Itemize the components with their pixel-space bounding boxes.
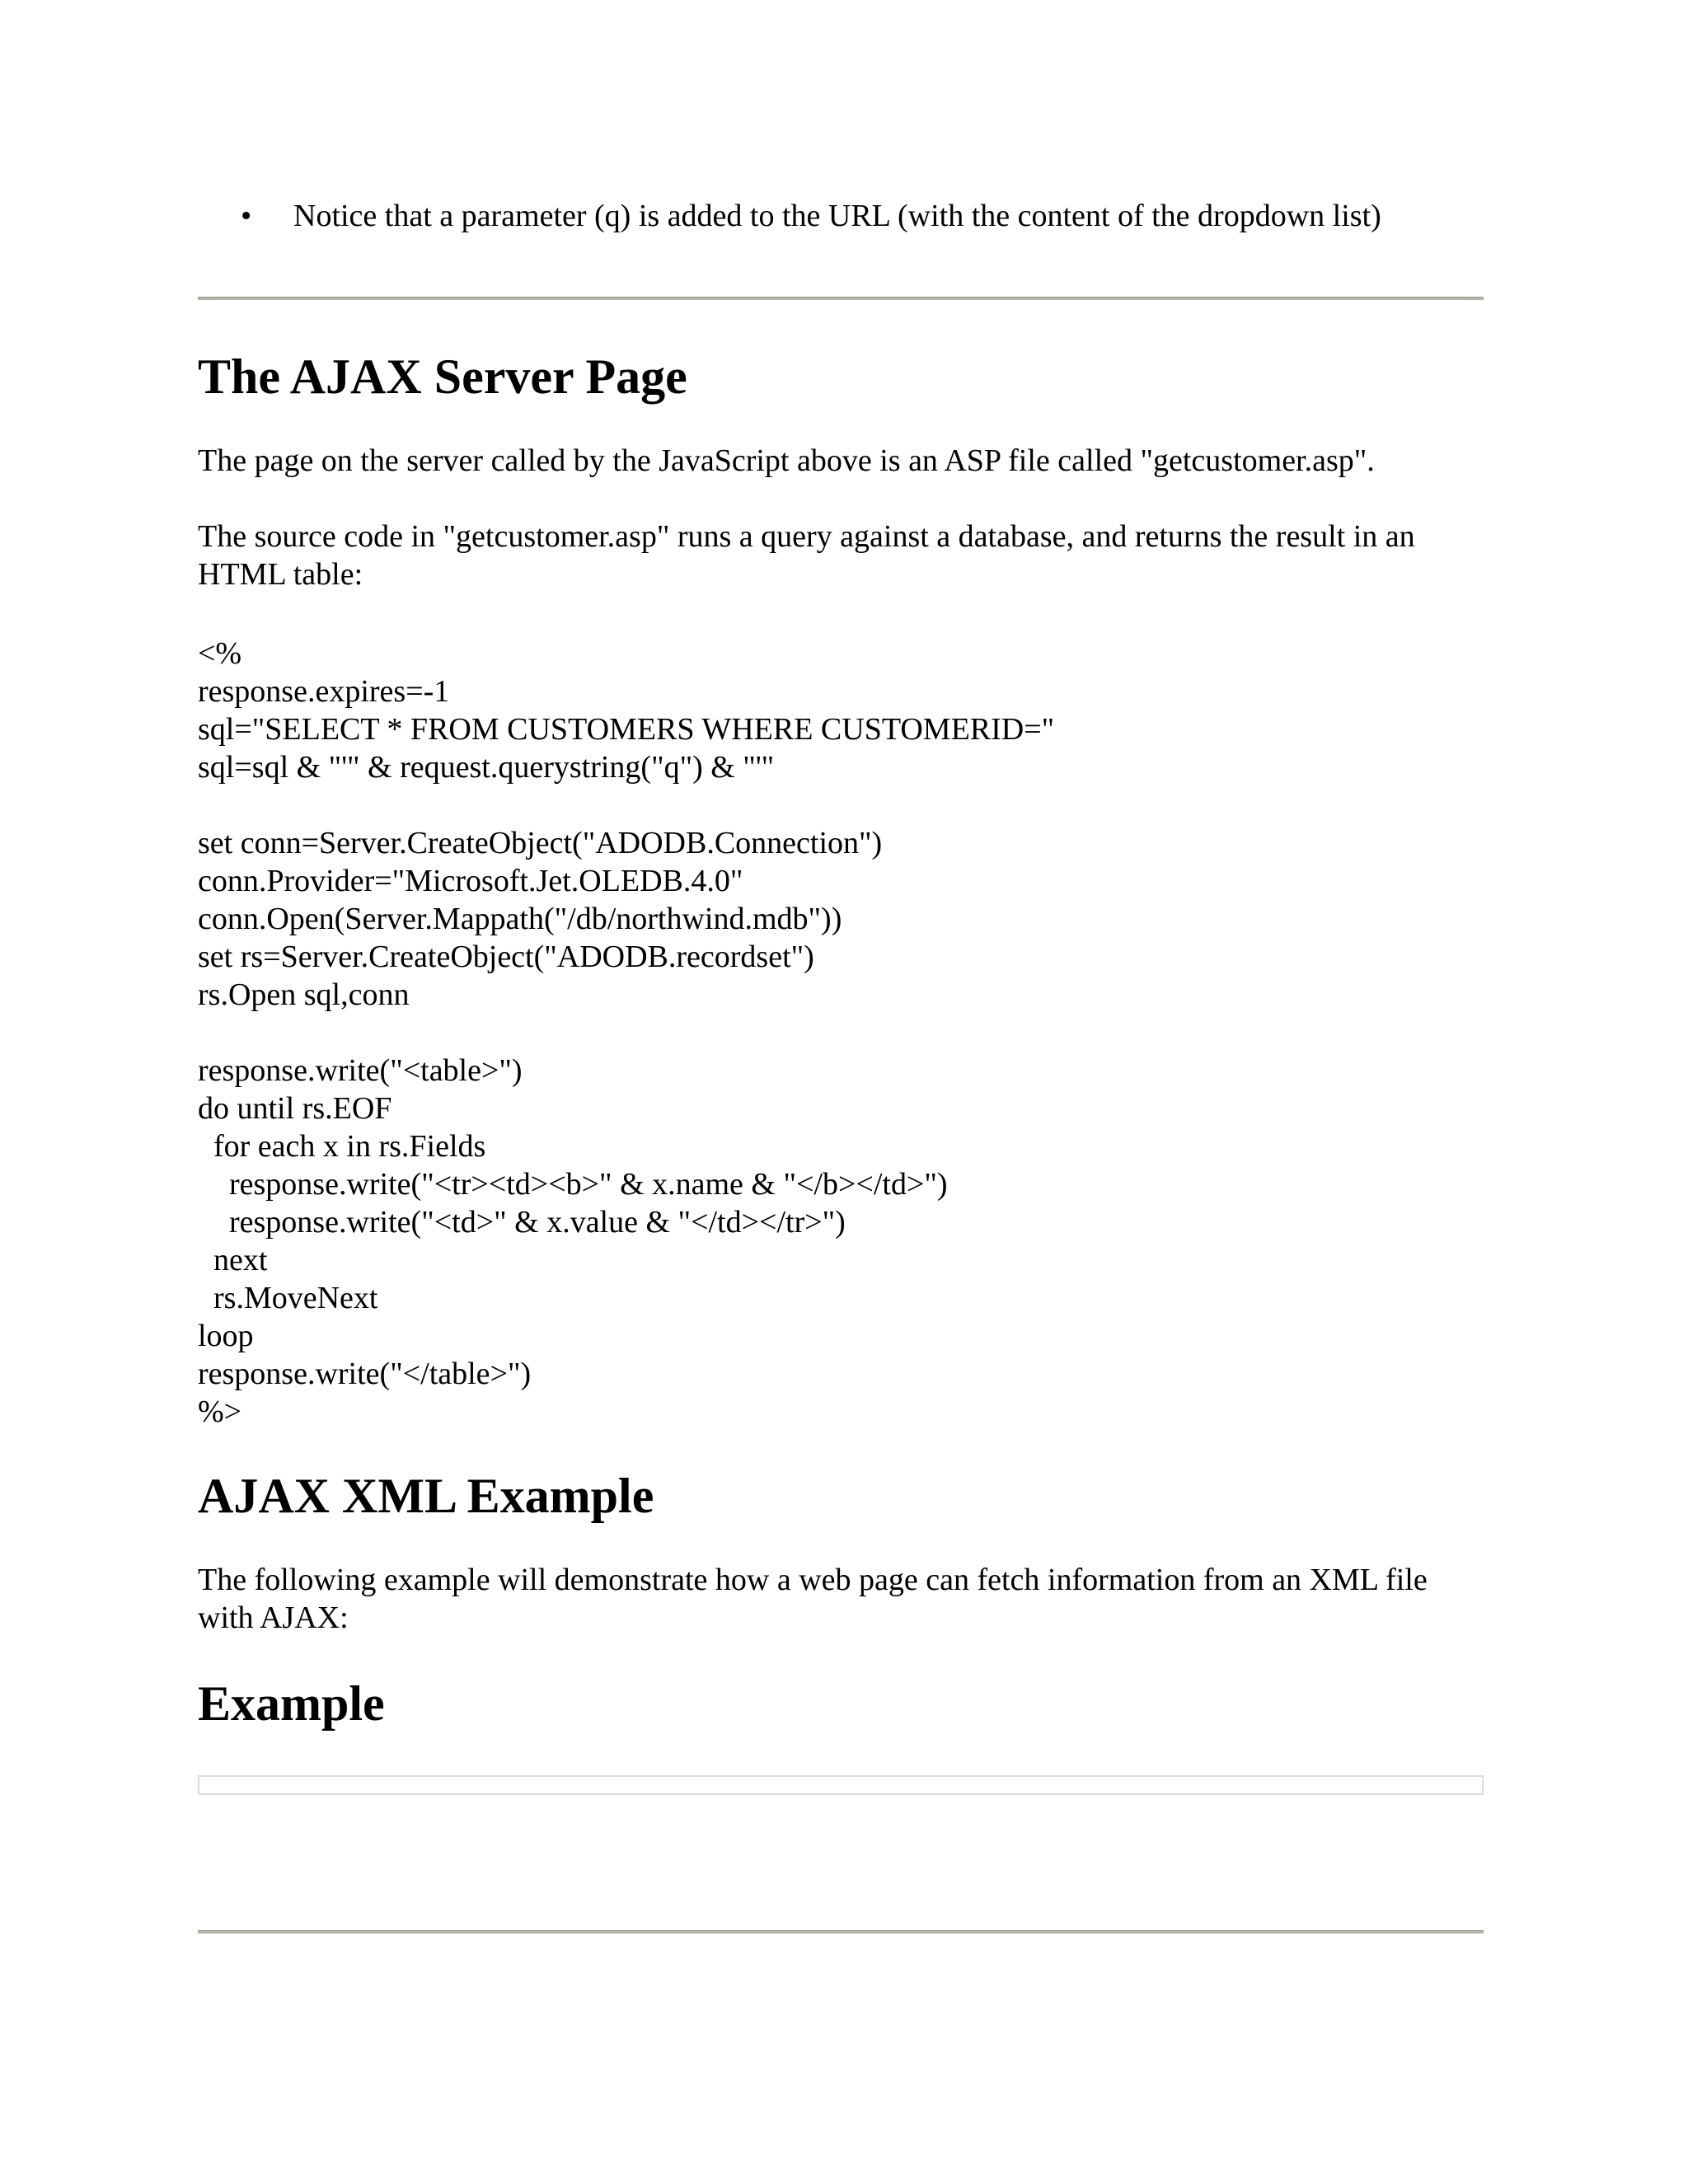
code-line: %>	[198, 1394, 242, 1429]
code-line	[198, 786, 1484, 824]
code-line: response.write("<table>")	[198, 1053, 523, 1088]
code-line: set rs=Server.CreateObject("ADODB.recordset")	[198, 940, 814, 974]
code-line: for each x in rs.Fields	[198, 1129, 486, 1164]
example-frame	[198, 1775, 1484, 1795]
code-line: <%	[198, 636, 242, 671]
code-line: conn.Open(Server.Mappath("/db/northwind.mdb"))	[198, 902, 842, 936]
code-block	[198, 635, 1484, 1431]
code-line: sql="SELECT * FROM CUSTOMERS WHERE CUSTOMERID="	[198, 712, 1055, 747]
code-line: response.write("<td>" & x.value & "</td></tr>")	[198, 1205, 846, 1240]
code-line	[198, 1014, 1484, 1052]
section-heading-example: Example	[198, 1676, 385, 1731]
code-line: response.write("<tr><td><b>" & x.name & "</b></td>")	[198, 1167, 948, 1202]
section-heading-xml-example: AJAX XML Example	[198, 1469, 654, 1523]
code-line: conn.Provider="Microsoft.Jet.OLEDB.4.0"	[198, 864, 743, 898]
section-heading-server-page: The AJAX Server Page	[198, 349, 687, 404]
bullet-text: Notice that a parameter (q) is added to the URL (with the content of the dropdown list)	[293, 199, 1381, 233]
code-line: response.expires=-1	[198, 674, 450, 709]
code-line: set conn=Server.CreateObject("ADODB.Connection")	[198, 826, 883, 860]
xml-example-paragraph: The following example will demonstrate how a web page can fetch information from an XML file with AJAX:	[198, 1563, 1428, 1635]
code-line: rs.MoveNext	[198, 1281, 378, 1315]
code-line: response.write("</table>")	[198, 1357, 532, 1391]
code-line: rs.Open sql,conn	[198, 977, 410, 1012]
horizontal-rule	[198, 297, 1484, 300]
code-line: loop	[198, 1319, 254, 1353]
server-page-paragraph-1: The page on the server called by the JavaScript above is an ASP file called "getcustomer.asp".	[198, 443, 1375, 478]
server-page-paragraph-2: The source code in "getcustomer.asp" runs a query against a database, and returns the result in an HTML table:	[198, 519, 1415, 592]
horizontal-rule	[198, 1930, 1484, 1933]
code-line: sql=sql & "'" & request.querystring("q") & "'"	[198, 750, 775, 785]
code-line: next	[198, 1243, 268, 1277]
bullet-icon: •	[241, 199, 252, 233]
code-line: do until rs.EOF	[198, 1091, 392, 1126]
